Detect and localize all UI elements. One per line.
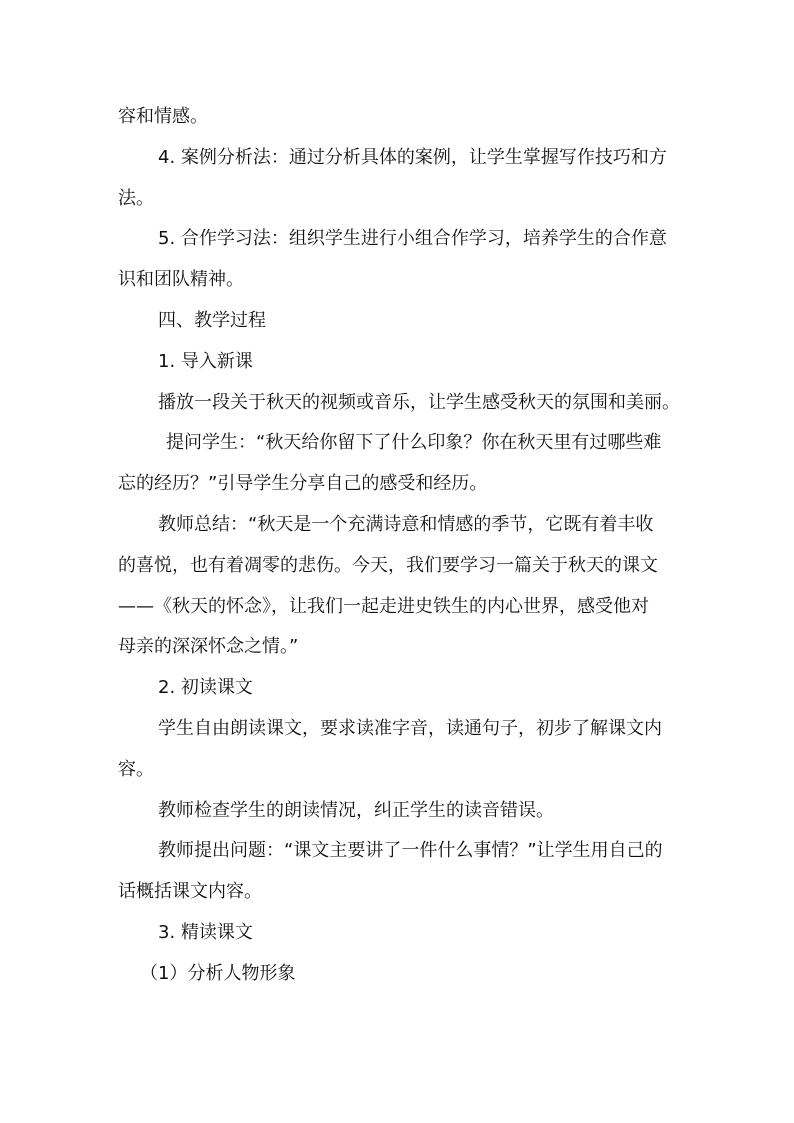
paragraph-line: 的喜悦，也有着凋零的悲伤。今天，我们要学习一篇关于秋天的课文 <box>118 554 658 576</box>
paragraph-line: 教师检查学生的朗读情况，纠正学生的读音错误。 <box>158 799 554 821</box>
paragraph-line: 识和团队精神。 <box>118 269 244 291</box>
sub-item-heading: （1）分析人物形象 <box>140 962 296 984</box>
subsection-heading: 1. 导入新课 <box>158 350 253 372</box>
paragraph-line: 教师总结：“秋天是一个充满诗意和情感的季节，它既有着丰收 <box>158 513 654 535</box>
paragraph-line: 忘的经历？”引导学生分享自己的感受和经历。 <box>118 473 488 495</box>
paragraph-line: 法。 <box>118 187 154 209</box>
document-body <box>118 104 680 1002</box>
paragraph-line: 母亲的深深怀念之情。” <box>118 636 299 658</box>
paragraph-line: 容。 <box>118 758 154 780</box>
subsection-heading: 3. 精读课文 <box>158 921 253 943</box>
section-heading: 四、教学过程 <box>158 309 266 331</box>
list-item-case-analysis: 4. 案例分析法：通过分析具体的案例，让学生掌握写作技巧和方 <box>158 146 667 168</box>
paragraph-line: 容和情感。 <box>118 106 208 127</box>
paragraph-line: 话概括课文内容。 <box>118 881 262 903</box>
paragraph-line: 教师提出问题：“课文主要讲了一件什么事情？”让学生用自己的 <box>158 840 663 862</box>
paragraph-line: ——《秋天的怀念》，让我们一起走进史铁生的内心世界，感受他对 <box>118 595 649 617</box>
subsection-heading: 2. 初读课文 <box>158 677 253 699</box>
paragraph-line: 提问学生：“秋天给你留下了什么印象？你在秋天里有过哪些难 <box>166 432 662 454</box>
list-item-cooperative-learning: 5. 合作学习法：组织学生进行小组合作学习，培养学生的合作意 <box>158 228 667 250</box>
paragraph-line: 学生自由朗读课文，要求读准字音，读通句子，初步了解课文内 <box>158 717 662 739</box>
paragraph-line: 播放一段关于秋天的视频或音乐，让学生感受秋天的氛围和美丽。 <box>158 391 680 413</box>
